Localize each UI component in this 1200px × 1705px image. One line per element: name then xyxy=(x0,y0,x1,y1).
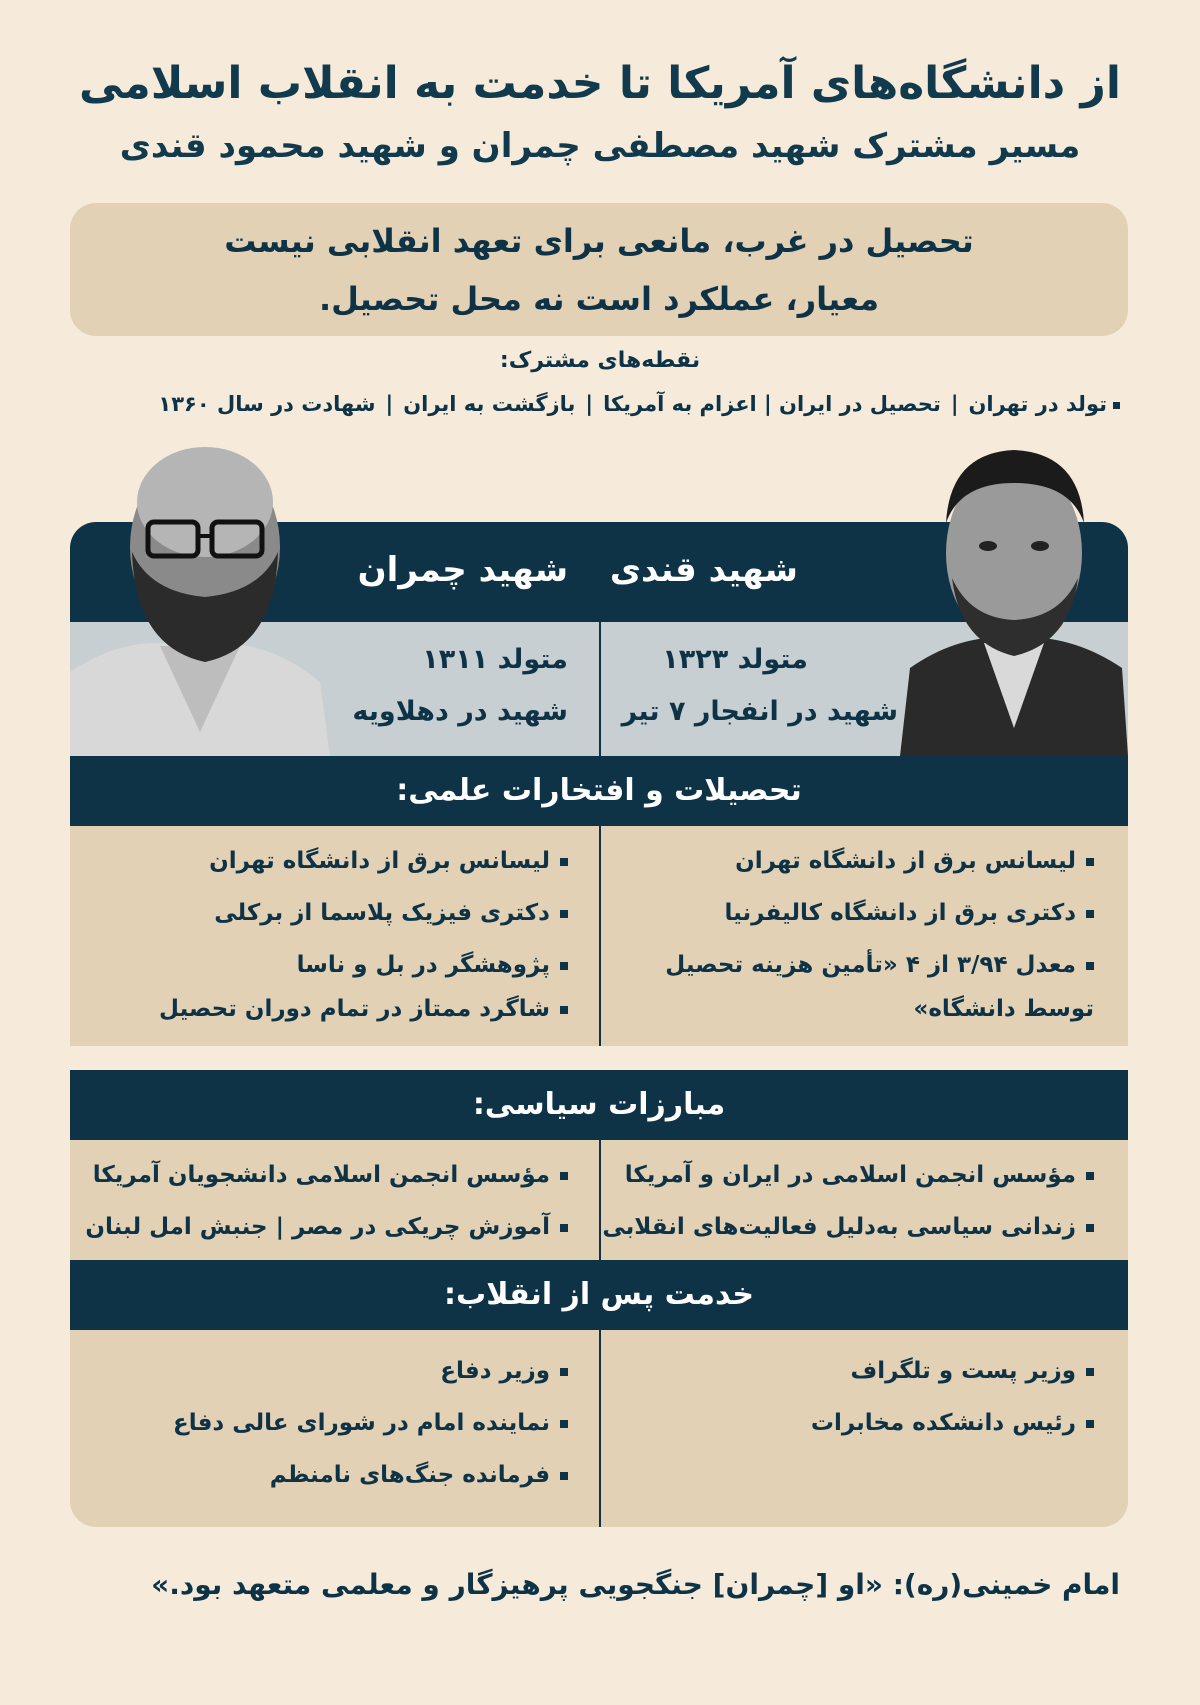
quote-line-1: تحصیل در غرب، مانعی برای تعهد انقلابی نیست xyxy=(224,221,974,260)
common-points-title: نقطه‌های مشترک: xyxy=(499,348,701,373)
list-item: زندانی سیاسی به‌دلیل فعالیت‌های انقلابی xyxy=(602,1214,1094,1240)
bullet-icon xyxy=(560,1172,568,1180)
column-divider xyxy=(599,1330,601,1527)
list-item: دکتری فیزیک پلاسما از برکلی xyxy=(214,900,568,926)
bullet-icon xyxy=(560,1420,568,1428)
common-point-item: شهادت در سال ۱۳۶۰ xyxy=(158,392,376,416)
column-divider xyxy=(599,622,601,756)
chamran-portrait xyxy=(70,432,330,756)
bullet-icon xyxy=(1086,1172,1094,1180)
ghandi-born: متولد ۱۳۲۳ xyxy=(662,644,808,675)
ghandi-name: شهید قندی xyxy=(609,550,798,590)
list-item: آموزش چریکی در مصر | جنبش امل لبنان xyxy=(85,1214,568,1240)
column-divider xyxy=(599,1140,601,1268)
bullet-icon xyxy=(560,858,568,866)
list-item: مؤسس انجمن اسلامی دانشجویان آمریکا xyxy=(93,1162,568,1188)
ghandi-death: شهید در انفجار ۷ تیر xyxy=(621,696,898,727)
section-academic-body xyxy=(70,826,1128,1046)
column-divider xyxy=(599,522,601,622)
common-point-item: بازگشت به ایران xyxy=(403,392,576,416)
list-item: دکتری برق از دانشگاه کالیفرنیا xyxy=(725,900,1095,926)
section-political-title: مبارزات سیاسی: xyxy=(70,1070,1128,1140)
page-subtitle: مسیر مشترک شهید مصطفی چمران و شهید محمود قندی xyxy=(119,126,1081,166)
section-academic-title: تحصیلات و افتخارات علمی: xyxy=(70,756,1128,826)
bullet-icon xyxy=(1086,910,1094,918)
bullet-icon xyxy=(1086,1224,1094,1232)
list-item: وزیر پست و تلگراف xyxy=(851,1358,1095,1384)
column-divider xyxy=(599,826,601,1046)
list-item: مؤسس انجمن اسلامی در ایران و آمریکا xyxy=(625,1162,1094,1188)
common-point-item: تولد در تهران xyxy=(968,392,1107,416)
bullet-icon xyxy=(560,1006,568,1014)
quote-line-2: معیار، عملکرد است نه محل تحصیل. xyxy=(318,279,880,318)
list-item-continuation: توسط دانشگاه» xyxy=(913,996,1094,1022)
separator: | xyxy=(385,392,394,416)
list-item: لیسانس برق از دانشگاه تهران xyxy=(735,848,1094,874)
section-political-body xyxy=(70,1140,1128,1268)
bullet-icon xyxy=(1086,1420,1094,1428)
bullet-icon xyxy=(1086,858,1094,866)
list-item: شاگرد ممتاز در تمام دوران تحصیل xyxy=(159,996,568,1022)
bullet-icon xyxy=(1113,402,1120,409)
common-point-item: تحصیل در ایران | اعزام به آمریکا xyxy=(603,392,941,416)
separator: | xyxy=(585,392,594,416)
bullet-icon xyxy=(560,1472,568,1480)
ghandi-portrait xyxy=(900,428,1128,756)
list-item: نماینده امام در شورای عالی دفاع xyxy=(173,1410,568,1436)
list-item: وزیر دفاع xyxy=(440,1358,568,1384)
list-item: لیسانس برق از دانشگاه تهران xyxy=(209,848,568,874)
section-service-body xyxy=(70,1330,1128,1527)
bullet-icon xyxy=(1086,962,1094,970)
common-points-list xyxy=(80,392,1120,416)
bullet-icon xyxy=(560,1368,568,1376)
separator: | xyxy=(950,392,959,416)
list-item: رئیس دانشکده مخابرات xyxy=(811,1410,1094,1436)
list-item: فرمانده جنگ‌های نامنظم xyxy=(270,1462,568,1488)
page-title: از دانشگاه‌های آمریکا تا خدمت به انقلاب اسلامی xyxy=(79,58,1121,109)
chamran-name: شهید چمران xyxy=(357,550,568,590)
section-service-title: خدمت پس از انقلاب: xyxy=(70,1260,1128,1330)
list-item: معدل ۳/۹۴ از ۴ «تأمین هزینه تحصیل xyxy=(665,952,1094,978)
footer-quote: امام خمینی(ره): «او [چمران] جنگجویی پرهیزگار و معلمی متعهد بود.» xyxy=(151,1568,1120,1601)
list-item: پژوهشگر در بل و ناسا xyxy=(297,952,568,978)
bullet-icon xyxy=(560,962,568,970)
bullet-icon xyxy=(1086,1368,1094,1376)
chamran-born: متولد ۱۳۱۱ xyxy=(422,644,568,675)
quote-box xyxy=(70,203,1128,336)
bullet-icon xyxy=(560,1224,568,1232)
bullet-icon xyxy=(560,910,568,918)
chamran-death: شهید در دهلاویه xyxy=(352,696,568,727)
